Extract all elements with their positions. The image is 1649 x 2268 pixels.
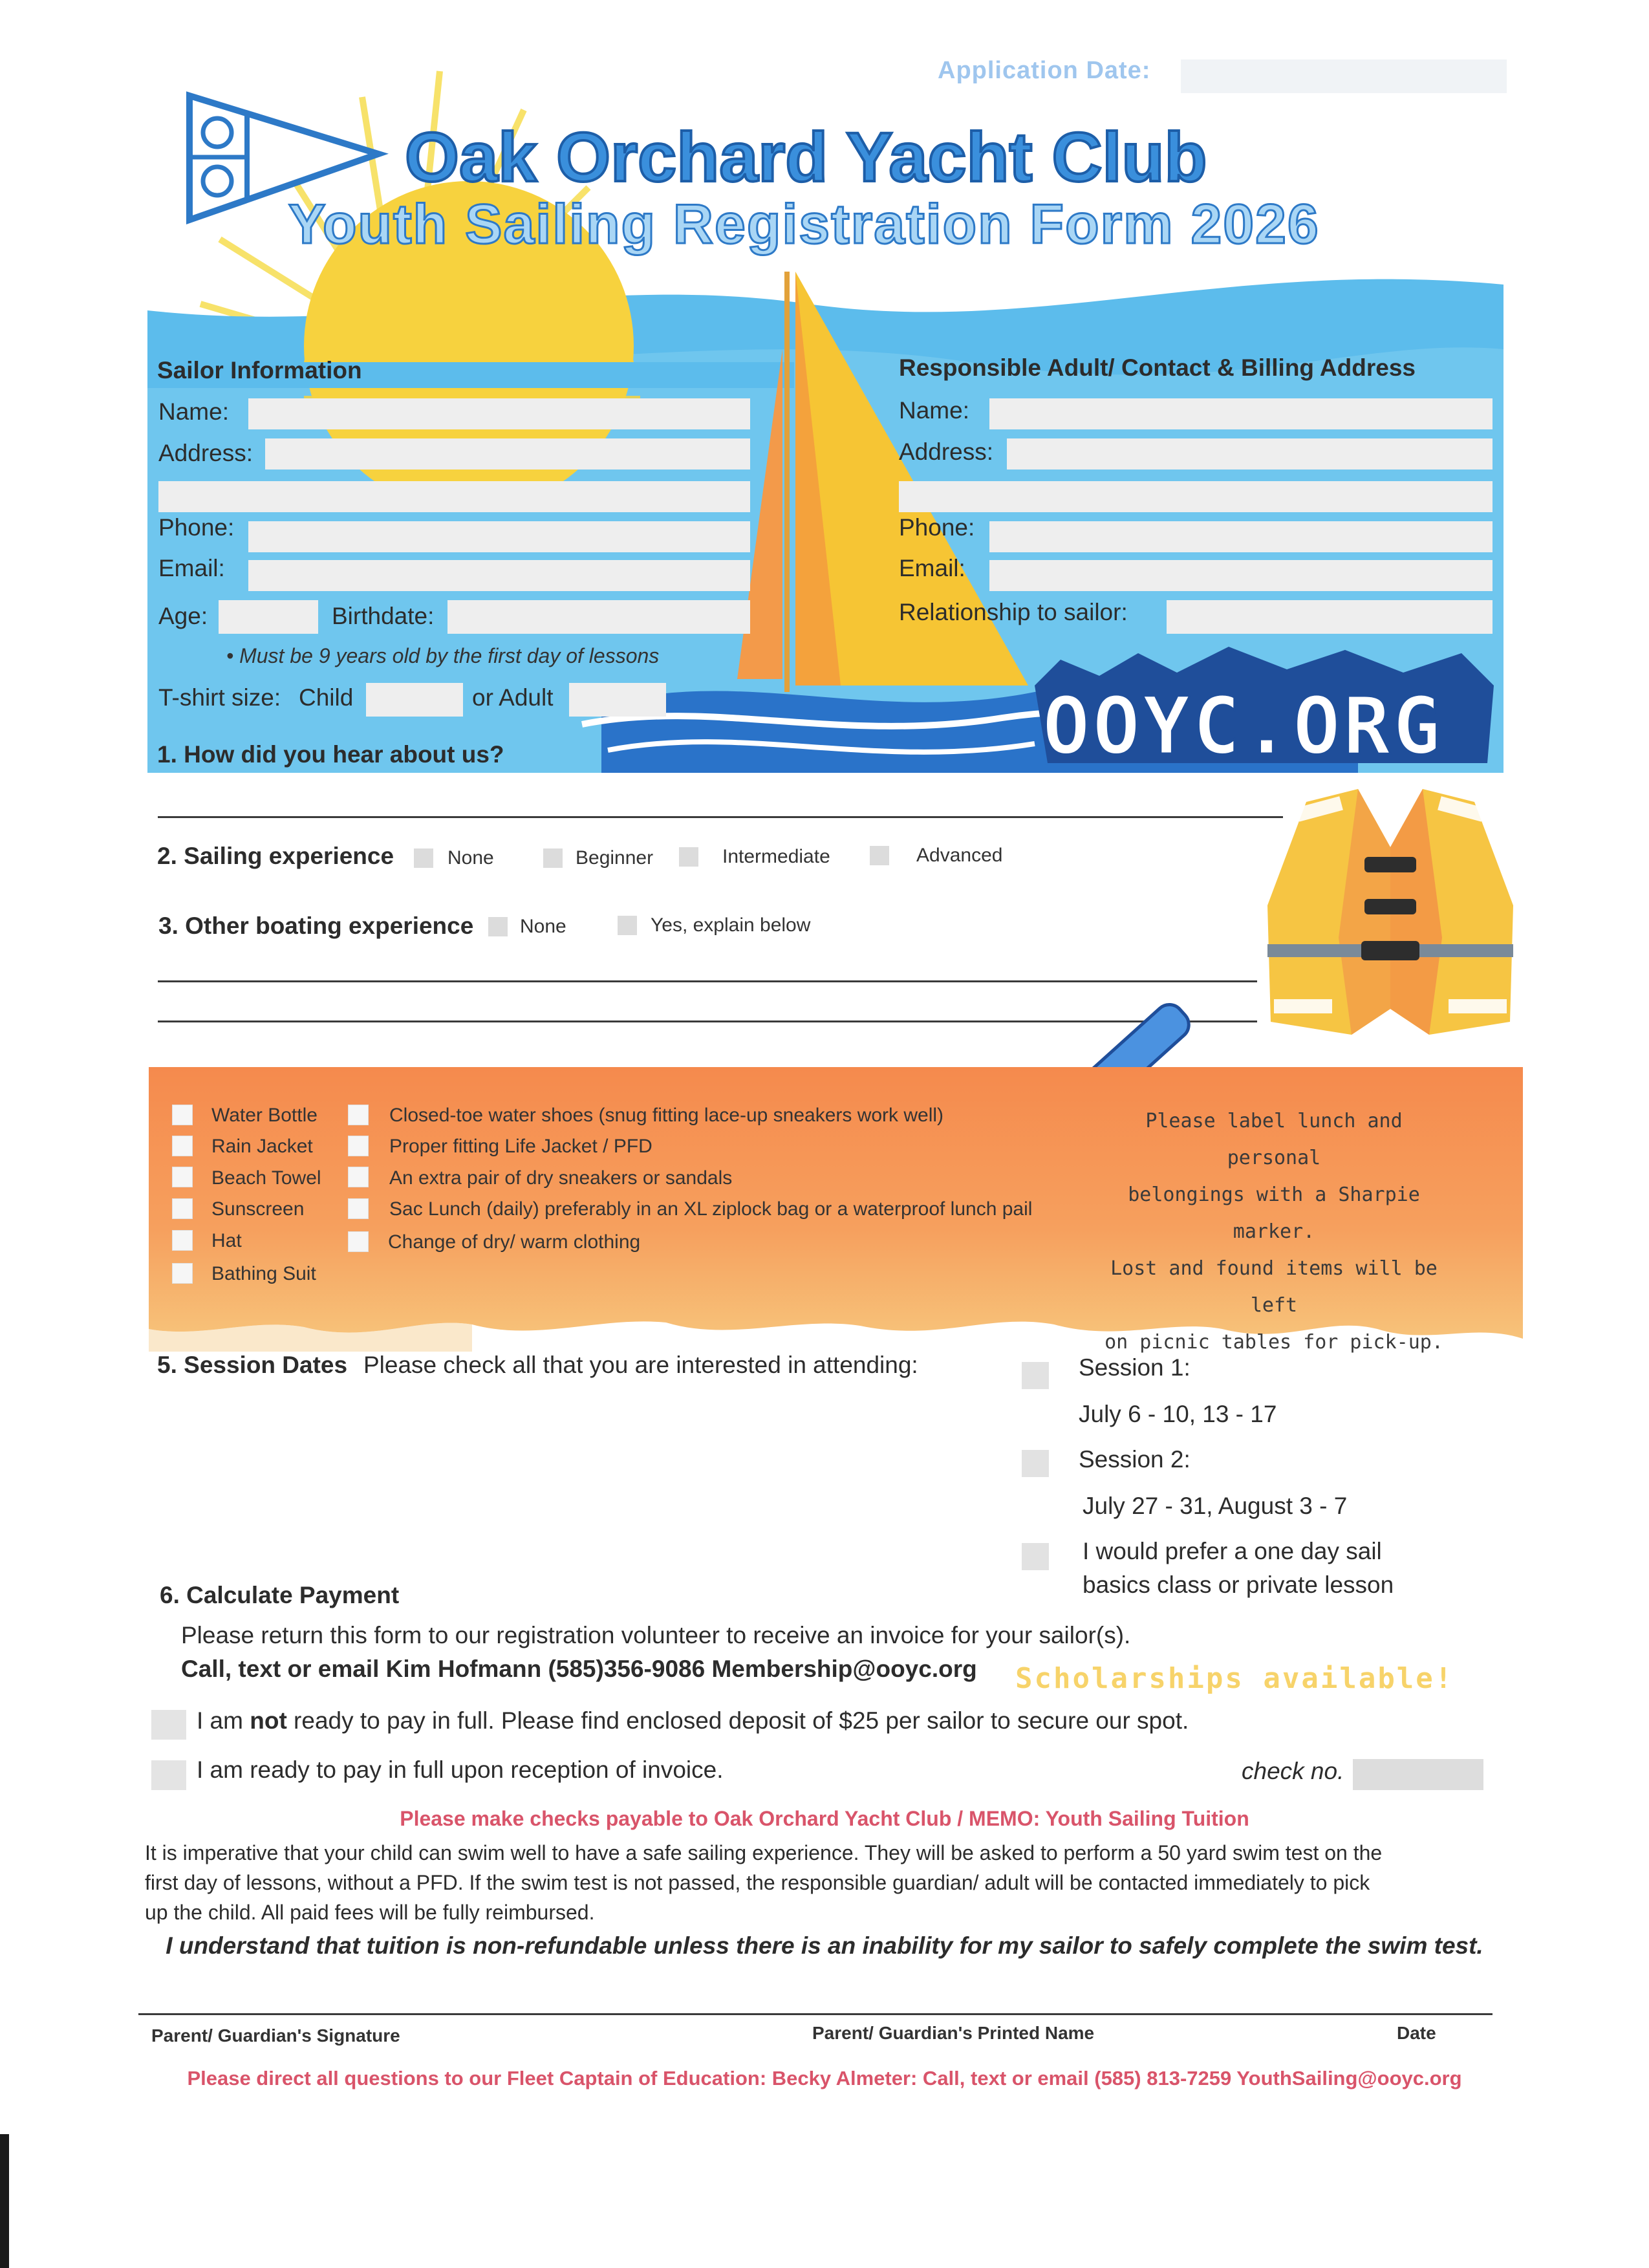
check-number-label: check no. — [1242, 1758, 1344, 1784]
private-lesson-line2: basics class or private lesson — [1083, 1571, 1394, 1598]
sharpie-note-line: belongings with a Sharpie marker. — [1128, 1183, 1420, 1243]
adult-address-field[interactable] — [1007, 438, 1493, 470]
sharpie-note-line: Lost and found items will be left — [1110, 1257, 1438, 1317]
adult-address-line2-field[interactable] — [899, 481, 1493, 512]
private-lesson-checkbox[interactable] — [1022, 1543, 1049, 1570]
boating-yes-label: Yes, explain below — [651, 914, 811, 936]
checklist-item: Closed-toe water shoes (snug fitting lace-up sneakers work well) — [389, 1105, 944, 1126]
sailor-address-line2-field[interactable] — [158, 481, 750, 512]
sailor-name-field[interactable] — [248, 398, 750, 429]
full-payment-option: I am ready to pay in full upon reception of invoice. — [197, 1756, 724, 1783]
exp-advanced-label: Advanced — [916, 845, 1003, 866]
checklist-checkbox[interactable] — [172, 1136, 193, 1156]
checklist-item: Change of dry/ warm clothing — [388, 1231, 641, 1253]
session2-dates: July 27 - 31, August 3 - 7 — [1083, 1493, 1348, 1519]
signature-line[interactable] — [138, 2013, 1493, 2015]
swim-test-paragraph: It is imperative that your child can swim well to have a safe sailing experience. They will be asked to perform a 50 yard swim test on the first day of lessons, without a PFD. If the swim test is not passed, the responsible guardian/ adult will be contacted immediately to pick up the child. All paid fees will be fully reimbursed. — [145, 1841, 1383, 1924]
checklist-item: Bathing Suit — [211, 1263, 316, 1284]
exp-advanced-checkbox[interactable] — [870, 846, 889, 865]
sailor-email-label: Email: — [158, 555, 225, 581]
q3-answer-line-1[interactable] — [158, 980, 1257, 982]
checklist-checkbox[interactable] — [172, 1198, 193, 1219]
session1-dates: July 6 - 10, 13 - 17 — [1079, 1401, 1277, 1427]
adult-phone-label: Phone: — [899, 514, 975, 541]
checklist-checkbox[interactable] — [348, 1231, 369, 1252]
age-requirement-note: • Must be 9 years old by the first day of lessons — [226, 644, 660, 667]
adult-address-label: Address: — [899, 438, 994, 465]
scan-edge — [0, 2134, 9, 2268]
exp-none-label: None — [447, 847, 494, 869]
checklist-checkbox[interactable] — [172, 1105, 193, 1125]
q3-label: 3. Other boating experience — [158, 913, 474, 939]
application-date-label: Application Date: — [938, 57, 1151, 84]
boating-none-label: None — [520, 916, 566, 937]
private-lesson-line1: I would prefer a one day sail — [1083, 1538, 1382, 1564]
date-label: Date — [1397, 2023, 1436, 2043]
adult-name-field[interactable] — [989, 398, 1493, 429]
deposit-checkbox[interactable] — [151, 1710, 186, 1740]
adult-info-heading: Responsible Adult/ Contact & Billing Address — [899, 354, 1416, 381]
tshirt-adult-field[interactable] — [569, 683, 666, 717]
signature-label: Parent/ Guardian's Signature — [151, 2025, 400, 2046]
exp-none-checkbox[interactable] — [414, 848, 433, 868]
checklist-checkbox[interactable] — [348, 1105, 369, 1125]
checklist-item: Beach Towel — [211, 1167, 321, 1189]
payment-instruction: Please return this form to our registration volunteer to receive an invoice for your sailor(s). — [181, 1622, 1131, 1648]
payment-contact: Call, text or email Kim Hofmann (585)356-9086 Membership@ooyc.org — [181, 1656, 977, 1682]
payable-note: Please make checks payable to Oak Orchard Yacht Club / MEMO: Youth Sailing Tuition — [400, 1807, 1249, 1830]
sessions-instruction: Please check all that you are interested in attending: — [363, 1352, 918, 1378]
form-title: Youth Sailing Registration Form 2026 — [288, 193, 1320, 255]
sailor-info-heading: Sailor Information — [157, 357, 362, 383]
boating-yes-checkbox[interactable] — [618, 916, 637, 935]
checklist-item: An extra pair of dry sneakers or sandals — [389, 1167, 733, 1189]
checklist-item: Hat — [211, 1230, 242, 1251]
adult-phone-field[interactable] — [989, 521, 1493, 552]
tshirt-child-label: Child — [299, 684, 354, 711]
check-number-field[interactable] — [1353, 1759, 1483, 1790]
relationship-field[interactable] — [1167, 600, 1493, 634]
adult-email-label: Email: — [899, 555, 965, 581]
exp-beginner-checkbox[interactable] — [543, 848, 563, 868]
checklist-checkbox[interactable] — [348, 1136, 369, 1156]
checklist-item: Rain Jacket — [211, 1136, 313, 1157]
sailor-birthdate-field[interactable] — [447, 600, 750, 634]
sessions-label: 5. Session Dates — [157, 1352, 348, 1378]
payment-label: 6. Calculate Payment — [160, 1582, 400, 1608]
q2-label: 2. Sailing experience — [157, 843, 394, 869]
session2-checkbox[interactable] — [1022, 1450, 1049, 1477]
q1-answer-line[interactable] — [158, 816, 1283, 818]
exp-intermediate-checkbox[interactable] — [679, 847, 698, 867]
session1-checkbox[interactable] — [1022, 1362, 1049, 1389]
relationship-label: Relationship to sailor: — [899, 599, 1128, 625]
exp-beginner-label: Beginner — [576, 847, 654, 869]
tshirt-child-field[interactable] — [366, 683, 463, 717]
life-jacket-icon — [1261, 776, 1520, 1035]
questions-note: Please direct all questions to our Fleet Captain of Education: Becky Almeter: Call, text or email (585) 813-7259 YouthSailing@ooyc.org — [187, 2067, 1462, 2090]
deposit-option: I am not ready to pay in full. Please find enclosed deposit of $25 per sailor to secure our spot. — [197, 1707, 1189, 1734]
checklist-checkbox[interactable] — [172, 1263, 193, 1284]
checklist-item: Sac Lunch (daily) preferably in an XL ziplock bag or a waterproof lunch pail — [389, 1198, 1033, 1220]
exp-intermediate-label: Intermediate — [722, 846, 830, 867]
full-payment-checkbox[interactable] — [151, 1760, 186, 1790]
application-date-field[interactable] — [1181, 59, 1507, 93]
adult-name-label: Name: — [899, 397, 969, 424]
sailor-age-field[interactable] — [219, 600, 318, 634]
sharpie-note-line: Please label lunch and personal — [1145, 1110, 1403, 1169]
sailor-phone-field[interactable] — [248, 521, 750, 552]
refund-note: I understand that tuition is non-refundable unless there is an inability for my sailor to safely complete the swim test. — [166, 1932, 1483, 1959]
checklist-item: Proper fitting Life Jacket / PFD — [389, 1136, 652, 1157]
sharpie-note-line: on picnic tables for pick-up. — [1105, 1331, 1443, 1354]
boating-none-checkbox[interactable] — [488, 917, 508, 936]
sailor-email-field[interactable] — [248, 560, 750, 591]
sailor-age-label: Age: — [158, 603, 208, 629]
club-name-title: Oak Orchard Yacht Club — [405, 118, 1207, 196]
checklist-item: Water Bottle — [211, 1105, 318, 1126]
adult-email-field[interactable] — [989, 560, 1493, 591]
printed-name-label: Parent/ Guardian's Printed Name — [812, 2023, 1095, 2043]
session1-title: Session 1: — [1079, 1354, 1191, 1381]
checklist-checkbox[interactable] — [172, 1167, 193, 1187]
checklist-checkbox[interactable] — [348, 1167, 369, 1187]
website-logo: OOYC.ORG — [1042, 680, 1443, 772]
checklist-item: Sunscreen — [211, 1198, 305, 1220]
sailor-address-field[interactable] — [265, 438, 750, 470]
sailor-phone-label: Phone: — [158, 514, 235, 541]
sailor-address-label: Address: — [158, 440, 253, 466]
session2-title: Session 2: — [1079, 1446, 1191, 1473]
sailor-name-label: Name: — [158, 398, 229, 425]
sailor-birthdate-label: Birthdate: — [332, 603, 435, 629]
tshirt-size-label: T-shirt size: — [158, 684, 281, 711]
tshirt-adult-label: or Adult — [472, 684, 554, 711]
q1-label: 1. How did you hear about us? — [157, 741, 504, 768]
sharpie-note — [1099, 1103, 1449, 1361]
checklist-checkbox[interactable] — [172, 1230, 193, 1251]
checklist-checkbox[interactable] — [348, 1198, 369, 1219]
scholarships-note: Scholarships available! — [1015, 1662, 1454, 1695]
